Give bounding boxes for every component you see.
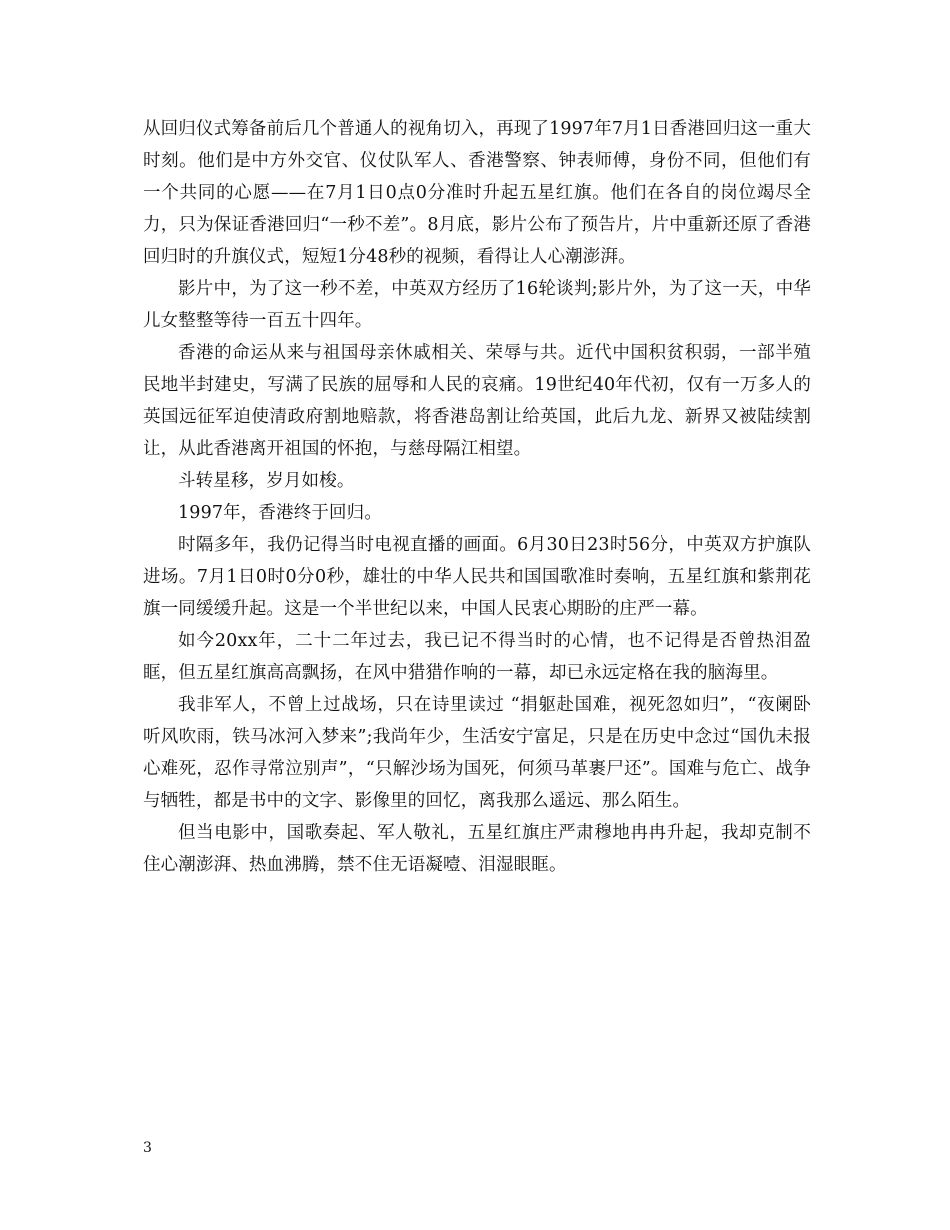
paragraph-4: 斗转星移，岁月如梭。 — [178, 471, 355, 491]
paragraph-5: 1997年，香港终于回归。 — [178, 503, 382, 523]
body-text — [143, 113, 811, 881]
paragraph-2: 影片中，为了这一秒不差，中英双方经历了16轮谈判;影片外，为了这一天，中华儿女整整等待一百五十四年。 — [143, 279, 811, 331]
paragraph-8: 我非军人，不曾上过战场，只在诗里读过 “捐躯赴国难，视死忽如归”，“夜阑卧听风吹雨，铁马冰河入梦来”;我尚年少，生活安宁富足，只是在历史中念过“国仇未报心难死，忍作寻常泣别声”，“只解沙场为国死，何须马革裹尸还”。国难与危亡、战争与牺牲，都是书中的文字、影像里的回忆，离我那么遥远、那么陌生。 — [143, 695, 811, 811]
paragraph-3: 香港的命运从来与祖国母亲休戚相关、荣辱与共。近代中国积贫积弱，一部半殖民地半封建史，写满了民族的屈辱和人民的哀痛。19世纪40年代初，仅有一万多人的英国远征军迫使清政府割地赔款，将香港岛割让给英国，此后九龙、新界又被陆续割让，从此香港离开祖国的怀抱，与慈母隔江相望。 — [143, 343, 811, 459]
paragraph-7: 如今20xx年，二十二年过去，我已记不得当时的心情，也不记得是否曾热泪盈眶，但五星红旗高高飘扬，在风中猎猎作响的一幕，却已永远定格在我的脑海里。 — [143, 631, 811, 683]
paragraph-6: 时隔多年，我仍记得当时电视直播的画面。6月30日23时56分，中英双方护旗队进场。7月1日0时0分0秒，雄壮的中华人民共和国国歌准时奏响，五星红旗和紫荆花旗一同缓缓升起。这是一个半世纪以来，中国人民衷心期盼的庄严一幕。 — [143, 535, 811, 619]
paragraph-9: 但当电影中，国歌奏起、军人敬礼，五星红旗庄严肃穆地冉冉升起，我却克制不住心潮澎湃、热血沸腾，禁不住无语凝噎、泪湿眼眶。 — [143, 823, 811, 875]
paragraph-1: 从回归仪式筹备前后几个普通人的视角切入，再现了1997年7月1日香港回归这一重大时刻。他们是中方外交官、仪仗队军人、香港警察、钟表师傅，身份不同，但他们有一个共同的心愿——在7月1日0点0分准时升起五星红旗。他们在各自的岗位竭尽全力，只为保证香港回归“一秒不差”。8月底，影片公布了预告片，片中重新还原了香港回归时的升旗仪式，短短1分48秒的视频，看得让人心潮澎湃。 — [143, 119, 811, 267]
page-number: 3 — [143, 1140, 152, 1156]
